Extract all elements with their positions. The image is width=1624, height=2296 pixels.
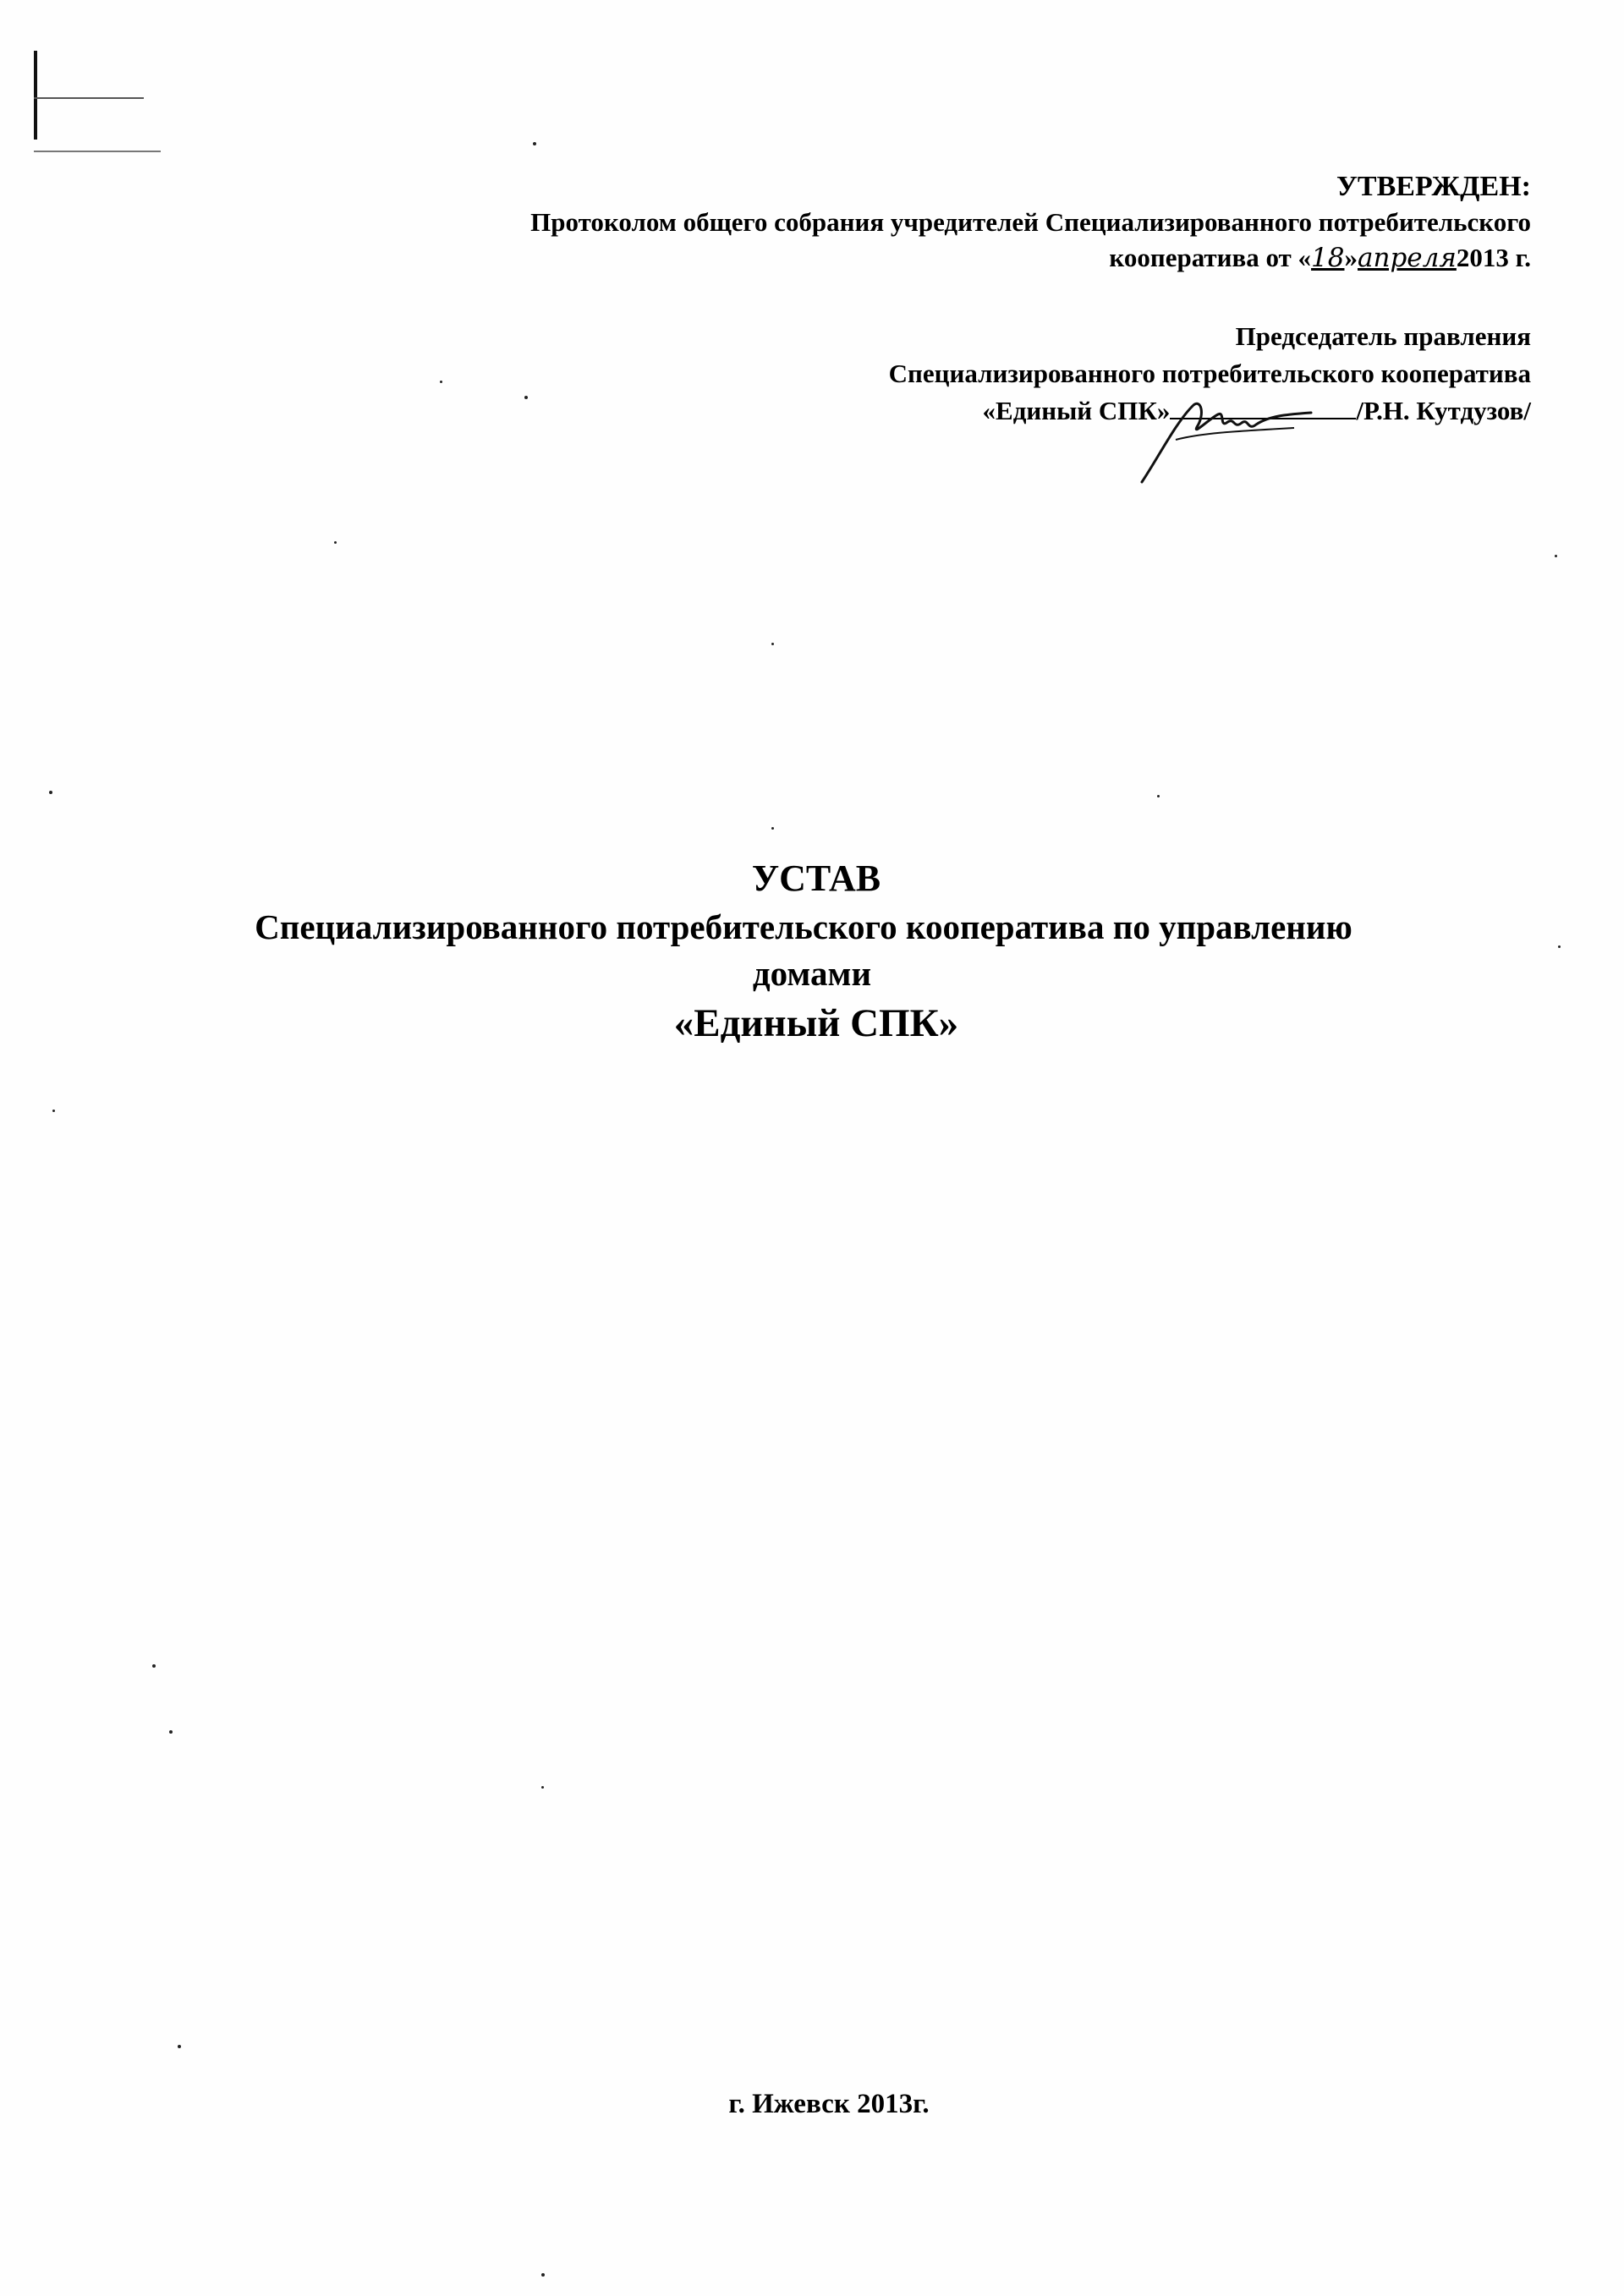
scan-speck bbox=[178, 2045, 181, 2048]
chairman-block bbox=[178, 318, 1531, 430]
document-title: УСТАВ bbox=[751, 858, 881, 899]
approval-block bbox=[178, 169, 1531, 276]
scan-speck bbox=[334, 541, 337, 544]
approval-date-line: кооператива от «18»апреля2013 г. bbox=[1109, 243, 1531, 273]
scan-mark-vertical bbox=[34, 51, 37, 140]
scan-mark-horizontal bbox=[34, 97, 144, 99]
approval-protocol-line: Протоколом общего собрания учредителей Специализированного потребительского bbox=[530, 207, 1531, 237]
chairman-signature-line bbox=[178, 392, 1531, 430]
scan-speck bbox=[771, 643, 774, 645]
scan-speck bbox=[771, 827, 774, 830]
document-subtitle-line2: домами bbox=[752, 954, 872, 993]
scan-mark-horizontal-2 bbox=[34, 151, 161, 152]
chairman-title: Председатель правления bbox=[1235, 321, 1531, 351]
scan-speck bbox=[1555, 555, 1557, 557]
organization-name: «Единый СПК» bbox=[673, 1001, 959, 1045]
scan-speck bbox=[52, 1110, 55, 1112]
document-title-block bbox=[0, 854, 1624, 1050]
scan-speck bbox=[1157, 795, 1160, 797]
scan-speck bbox=[152, 1664, 156, 1668]
scan-speck bbox=[533, 142, 536, 145]
chairman-organization-type: Специализированного потребительского кооператива bbox=[888, 359, 1531, 388]
approval-heading: УТВЕРЖДЕН: bbox=[1336, 171, 1531, 202]
scan-speck bbox=[541, 1786, 544, 1789]
handwritten-signature bbox=[1125, 389, 1320, 490]
approval-date-day: 18 bbox=[1311, 243, 1345, 273]
approval-date-month: апреля bbox=[1358, 243, 1457, 273]
chairman-name: /Р.Н. Кутдузов/ bbox=[1356, 396, 1531, 425]
approval-date-prefix: кооператива от « bbox=[1109, 243, 1312, 272]
document-subtitle-line1: Специализированного потребительского кооператива по управлению bbox=[255, 907, 1352, 946]
approval-date-year: 2013 г. bbox=[1456, 243, 1531, 272]
place-and-year: г. Ижевск 2013г. bbox=[728, 2089, 930, 2119]
scan-speck bbox=[49, 791, 52, 794]
scan-speck bbox=[541, 2273, 545, 2277]
scan-speck bbox=[169, 1730, 173, 1734]
chairman-organization-name: «Единый СПК» bbox=[982, 396, 1171, 425]
